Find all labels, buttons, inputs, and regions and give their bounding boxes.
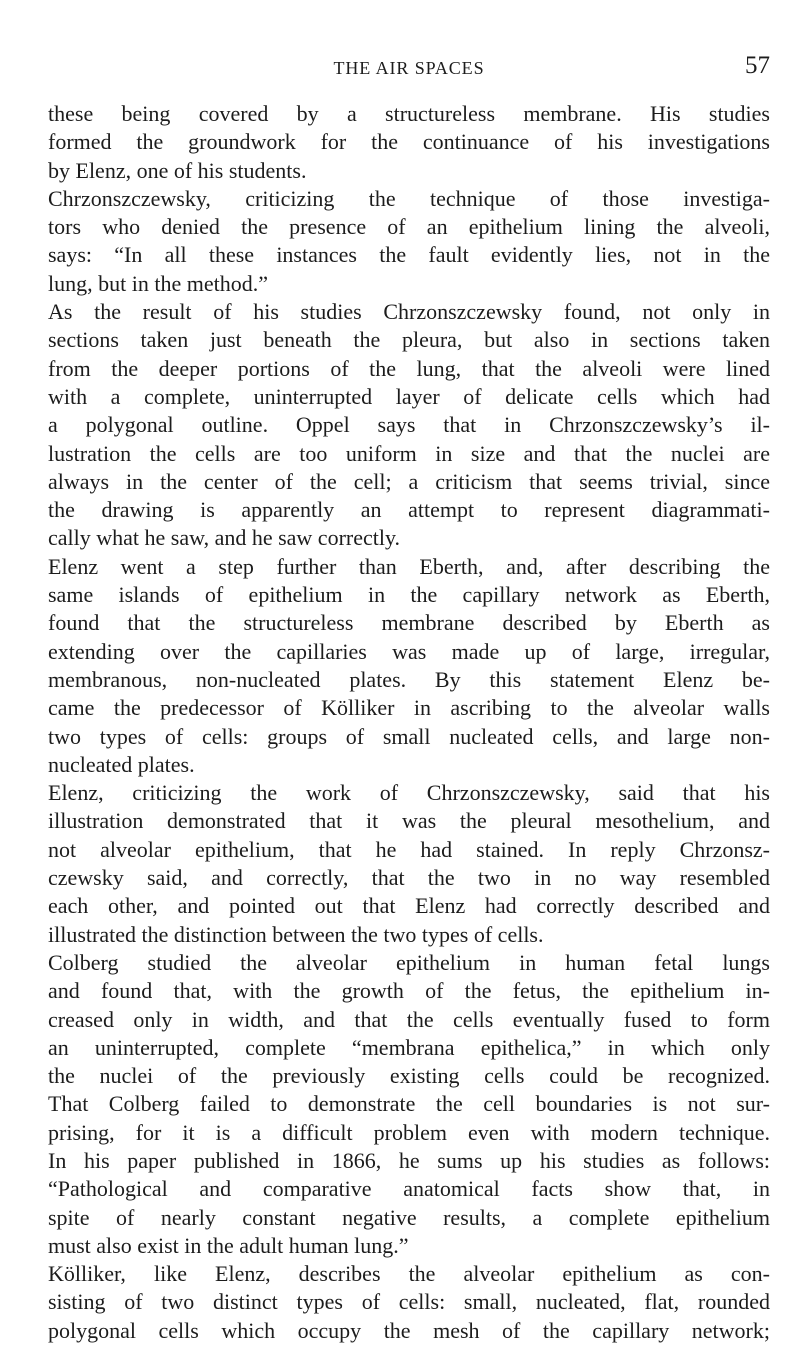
text-line: says: “In all these instances the fault evidently lies, not in the [48,242,770,268]
text-line: and found that, with the growth of the fetus, the epithelium in- [48,978,770,1004]
text-line: must also exist in the adult human lung.” [48,1232,409,1258]
text-line: same islands of epithelium in the capillary network as Eberth, [48,582,770,608]
text-line: the drawing is apparently an attempt to represent diagrammati- [48,497,770,523]
text-line: spite of nearly constant negative results, a complete epithelium [48,1204,770,1230]
text-line: czewsky said, and correctly, that the two in no way resembled [48,865,770,891]
text-line: by Elenz, one of his students. [48,157,307,183]
text-line: membranous, non-nucleated plates. By this statement Elenz be- [48,666,770,692]
text-line: a polygonal outline. Oppel says that in Chrzonszczewsky’s il- [48,412,770,438]
book-page [48,52,770,1345]
text-line: “Pathological and comparative anatomical facts show that, in [48,1176,770,1202]
text-line: with a complete, uninterrupted layer of delicate cells which had [48,383,770,409]
text-line: lustration the cells are too uniform in size and that the nuclei are [48,440,770,466]
text-line: Elenz, criticizing the work of Chrzonszczewsky, said that his [48,780,770,806]
text-line: sisting of two distinct types of cells: small, nucleated, flat, rounded [48,1289,770,1315]
text-line: came the predecessor of Kölliker in ascribing to the alveolar walls [48,695,770,721]
text-line: nucleated plates. [48,751,195,777]
text-line: That Colberg failed to demonstrate the cell boundaries is not sur- [48,1091,770,1117]
text-line: extending over the capillaries was made up of large, irregular, [48,638,770,664]
text-line: Elenz went a step further than Eberth, and, after describing the [48,553,770,579]
text-line: sections taken just beneath the pleura, but also in sections taken [48,327,770,353]
text-line: In his paper published in 1866, he sums up his studies as follows: [48,1147,770,1173]
text-line: formed the groundwork for the continuance of his investigations [48,129,770,155]
text-line: Chrzonszczewsky, criticizing the technique of those investiga- [48,185,770,211]
text-line: illustration demonstrated that it was the pleural mesothelium, and [48,808,770,834]
text-line: tors who denied the presence of an epithelium lining the alveoli, [48,214,770,240]
text-line: creased only in width, and that the cells eventually fused to form [48,1006,770,1032]
running-header [48,52,770,88]
text-line: from the deeper portions of the lung, that the alveoli were lined [48,355,770,381]
page-number: 57 [745,52,770,79]
text-line: the nuclei of the previously existing cells could be recognized. [48,1063,770,1089]
text-line: Colberg studied the alveolar epithelium in human fetal lungs [48,949,770,975]
running-title: THE AIR SPACES [333,58,485,78]
text-line: an uninterrupted, complete “membrana epithelica,” in which only [48,1034,770,1060]
text-line: cally what he saw, and he saw correctly. [48,525,401,551]
text-line: each other, and pointed out that Elenz had correctly described and [48,893,770,919]
text-line: lung, but in the method.” [48,270,268,296]
text-line: found that the structureless membrane described by Eberth as [48,610,770,636]
text-line: prising, for it is a difficult problem even with modern technique. [48,1119,770,1145]
text-line: these being covered by a structureless membrane. His studies [48,101,770,126]
body-text [48,100,770,1345]
text-line: illustrated the distinction between the two types of cells. [48,921,544,947]
text-line: two types of cells: groups of small nucleated cells, and large non- [48,723,770,749]
text-line: polygonal cells which occupy the mesh of the capillary network; [48,1317,770,1343]
text-line: always in the center of the cell; a criticism that seems trivial, since [48,468,770,494]
text-line: As the result of his studies Chrzonszczewsky found, not only in [48,299,770,325]
text-line: Kölliker, like Elenz, describes the alveolar epithelium as con- [48,1261,770,1287]
text-line: not alveolar epithelium, that he had stained. In reply Chrzonsz- [48,836,770,862]
